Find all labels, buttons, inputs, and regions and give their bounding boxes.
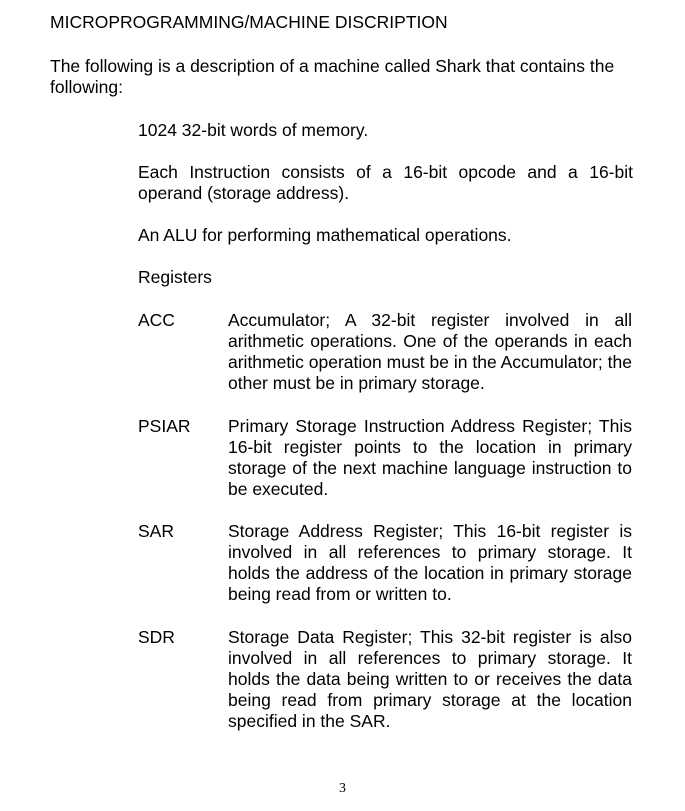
page-number: 3: [339, 781, 346, 796]
register-description-sdr: Storage Data Register; This 32-bit register is also involved in all references to primary storage. It holds the data being written to or receives the data being read from primary storage at the location specified in the SAR.: [228, 627, 632, 731]
feature-instruction: Each Instruction consists of a 16-bit opcode and a 16-bit operand (storage address).: [138, 162, 633, 203]
feature-memory: 1024 32-bit words of memory.: [138, 120, 369, 140]
register-name-acc: ACC: [138, 310, 175, 330]
register-description-acc: Accumulator; A 32-bit register involved in all arithmetic operations. One of the operands in each arithmetic operation must be in the Accumulator; the other must be in primary storage.: [228, 310, 632, 393]
register-name-psiar: PSIAR: [138, 416, 191, 436]
register-name-sdr: SDR: [138, 627, 175, 647]
intro-paragraph: The following is a description of a machine called Shark that contains the following:: [50, 56, 615, 97]
register-description-sar: Storage Address Register; This 16-bit register is involved in all references to primary storage. It holds the address of the location in primary storage being read from or written to.: [228, 521, 632, 604]
register-name-sar: SAR: [138, 521, 174, 541]
registers-heading: Registers: [138, 267, 212, 287]
page-title: MICROPROGRAMMING/MACHINE DISCRIPTION: [50, 12, 448, 32]
feature-alu: An ALU for performing mathematical operations.: [138, 225, 512, 245]
register-description-psiar: Primary Storage Instruction Address Register; This 16-bit register points to the location in primary storage of the next machine language instruction to be executed.: [228, 416, 632, 499]
